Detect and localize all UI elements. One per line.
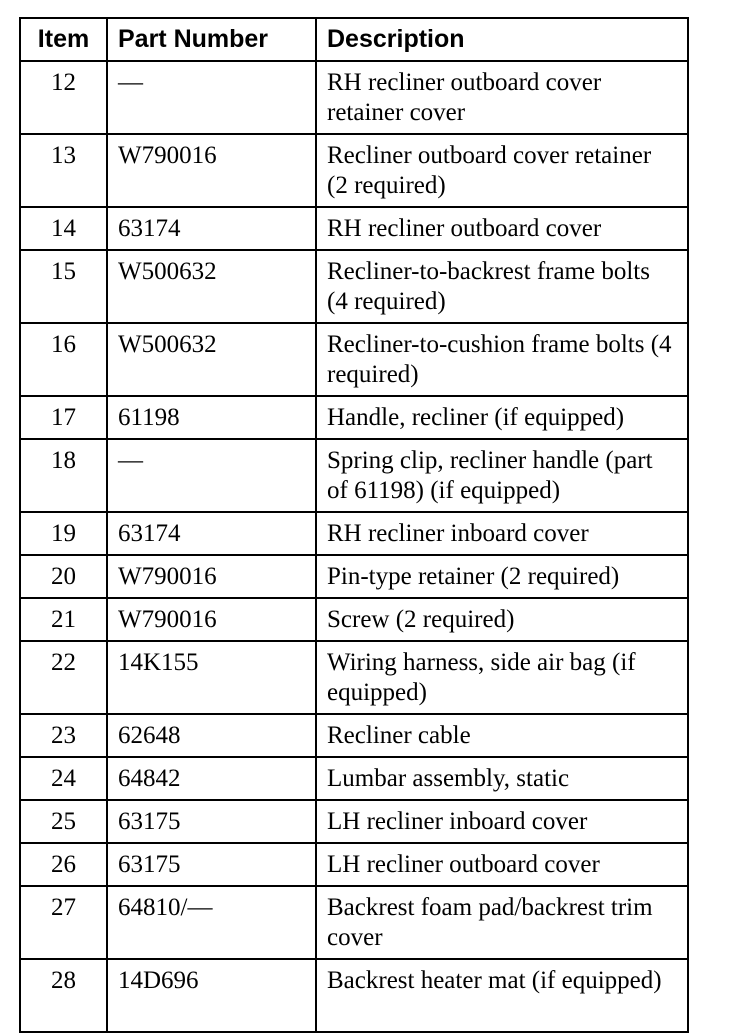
header-part-number: Part Number (107, 18, 316, 61)
item-cell: 19 (20, 512, 107, 555)
description-cell: Recliner cable (316, 714, 688, 757)
description-cell: RH recliner outboard cover (316, 207, 688, 250)
part-number-cell: 63174 (107, 207, 316, 250)
header-item: Item (20, 18, 107, 61)
part-number-cell: 63175 (107, 843, 316, 886)
parts-table (19, 17, 689, 1033)
table-row (20, 598, 688, 641)
description-cell: Backrest foam pad/backrest trim cover (316, 886, 688, 959)
description-cell: Handle, recliner (if equipped) (316, 396, 688, 439)
item-cell: 25 (20, 800, 107, 843)
item-cell: 28 (20, 959, 107, 1032)
item-cell: 23 (20, 714, 107, 757)
description-cell: Lumbar assembly, static (316, 757, 688, 800)
table-row (20, 134, 688, 207)
part-number-cell: — (107, 61, 316, 134)
table-row (20, 886, 688, 959)
description-cell: Recliner-to-cushion frame bolts (4 required) (316, 323, 688, 396)
description-cell: Spring clip, recliner handle (part of 61198) (if equipped) (316, 439, 688, 512)
table-row (20, 323, 688, 396)
part-number-cell: 63175 (107, 800, 316, 843)
part-number-cell: W500632 (107, 323, 316, 396)
description-cell: Backrest heater mat (if equipped) (316, 959, 688, 1032)
description-cell: LH recliner outboard cover (316, 843, 688, 886)
header-row (20, 18, 688, 61)
part-number-cell: 14D696 (107, 959, 316, 1032)
description-cell: RH recliner inboard cover (316, 512, 688, 555)
item-cell: 26 (20, 843, 107, 886)
description-cell: Screw (2 required) (316, 598, 688, 641)
part-number-cell: 61198 (107, 396, 316, 439)
table-row (20, 61, 688, 134)
table-row (20, 512, 688, 555)
item-cell: 24 (20, 757, 107, 800)
table-row (20, 843, 688, 886)
description-cell: Wiring harness, side air bag (if equipped) (316, 641, 688, 714)
table-row (20, 207, 688, 250)
item-cell: 16 (20, 323, 107, 396)
part-number-cell: W790016 (107, 555, 316, 598)
item-cell: 21 (20, 598, 107, 641)
description-cell: Recliner outboard cover retainer (2 required) (316, 134, 688, 207)
part-number-cell: — (107, 439, 316, 512)
part-number-cell: W790016 (107, 134, 316, 207)
item-cell: 15 (20, 250, 107, 323)
item-cell: 14 (20, 207, 107, 250)
header-description: Description (316, 18, 688, 61)
item-cell: 27 (20, 886, 107, 959)
description-cell: Recliner-to-backrest frame bolts (4 required) (316, 250, 688, 323)
part-number-cell: 14K155 (107, 641, 316, 714)
table-row (20, 396, 688, 439)
part-number-cell: W790016 (107, 598, 316, 641)
table-row (20, 959, 688, 1032)
table-row (20, 250, 688, 323)
table-row (20, 641, 688, 714)
item-cell: 22 (20, 641, 107, 714)
table-row (20, 439, 688, 512)
description-cell: RH recliner outboard cover retainer cover (316, 61, 688, 134)
description-cell: Pin-type retainer (2 required) (316, 555, 688, 598)
part-number-cell: 64842 (107, 757, 316, 800)
table-row (20, 800, 688, 843)
item-cell: 13 (20, 134, 107, 207)
part-number-cell: W500632 (107, 250, 316, 323)
table-row (20, 757, 688, 800)
part-number-cell: 64810/— (107, 886, 316, 959)
part-number-cell: 63174 (107, 512, 316, 555)
item-cell: 20 (20, 555, 107, 598)
description-cell: LH recliner inboard cover (316, 800, 688, 843)
item-cell: 17 (20, 396, 107, 439)
item-cell: 18 (20, 439, 107, 512)
item-cell: 12 (20, 61, 107, 134)
table-row (20, 714, 688, 757)
part-number-cell: 62648 (107, 714, 316, 757)
table-row (20, 555, 688, 598)
